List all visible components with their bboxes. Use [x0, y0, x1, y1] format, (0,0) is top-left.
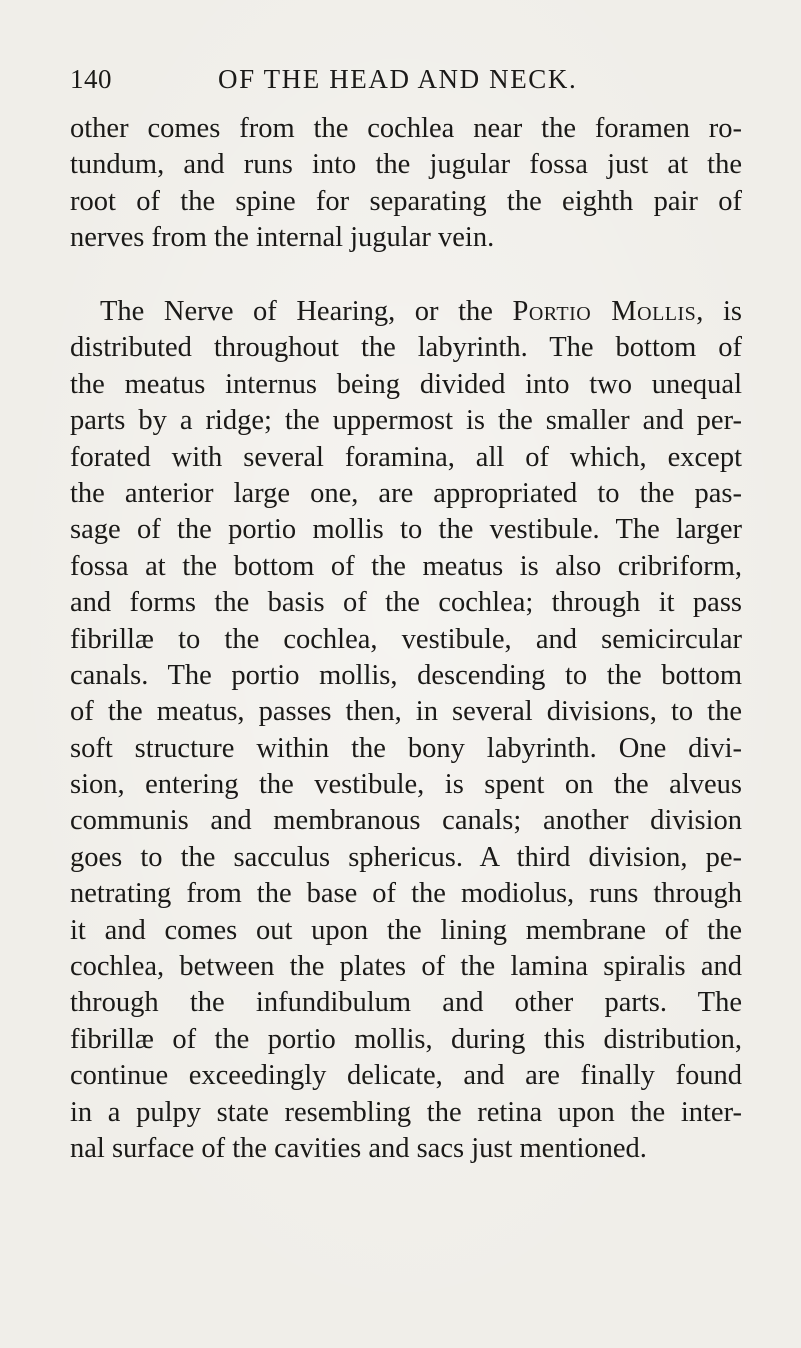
- text-line: communis and membranous canals; another division: [70, 805, 742, 837]
- text-line: cochlea, between the plates of the lamina spiralis and: [70, 951, 742, 983]
- text-line: and forms the basis of the cochlea; through it pass: [70, 587, 742, 619]
- text-line: netrating from the base of the modiolus, runs through: [70, 878, 742, 910]
- text-line: tundum, and runs into the jugular fossa just at the: [70, 149, 742, 181]
- text-line: other comes from the cochlea near the foramen ro-: [70, 113, 742, 144]
- text-line: of the meatus, passes then, in several divisions, to the: [70, 696, 742, 728]
- text-line: root of the spine for separating the eighth pair of: [70, 185, 742, 217]
- text-line: sion, entering the vestibule, is spent on the alveus: [70, 769, 742, 801]
- text-line-first: [70, 294, 742, 330]
- page-number: 140: [70, 64, 112, 94]
- text-line: fossa at the bottom of the meatus is also cribriform,: [70, 550, 742, 582]
- page-header: [70, 64, 770, 104]
- text-line: in a pulpy state resembling the retina upon the inter-: [70, 1096, 742, 1128]
- text-line: distributed throughout the labyrinth. The bottom of: [70, 332, 742, 364]
- text-line: fibrillæ to the cochlea, vestibule, and semicircular: [70, 623, 742, 655]
- running-head: OF THE HEAD AND NECK.: [218, 64, 578, 94]
- line-prefix: The Nerve of Hearing, or the: [100, 296, 513, 327]
- paragraph-2: [70, 294, 742, 1167]
- text-line: the meatus internus being divided into two unequal: [70, 368, 742, 400]
- text-line: parts by a ridge; the uppermost is the smaller and per-: [70, 405, 742, 437]
- term-portio-mollis: Portio Mollis: [512, 296, 697, 327]
- text-line: it and comes out upon the lining membrane of the: [70, 914, 742, 946]
- paragraph-1: [70, 111, 742, 257]
- text-line: the anterior large one, are appropriated to the pas-: [70, 477, 742, 509]
- text-line: fibrillæ of the portio mollis, during this distribution,: [70, 1023, 742, 1055]
- text-line: sage of the portio mollis to the vestibule. The larger: [70, 514, 742, 546]
- text-line: soft structure within the bony labyrinth. One divi-: [70, 732, 742, 764]
- text-line: nal surface of the cavities and sacs just mentioned.: [70, 1132, 647, 1164]
- text-line: goes to the sacculus sphericus. A third division, pe-: [70, 841, 742, 873]
- text-line: canals. The portio mollis, descending to the bottom: [70, 659, 742, 691]
- line-suffix: , is: [696, 296, 742, 327]
- text-line: continue exceedingly delicate, and are finally found: [70, 1060, 742, 1092]
- text-line: nerves from the internal jugular vein.: [70, 222, 495, 254]
- text-line: through the infundibulum and other parts. The: [70, 987, 742, 1019]
- text-line: forated with several foramina, all of which, except: [70, 441, 742, 473]
